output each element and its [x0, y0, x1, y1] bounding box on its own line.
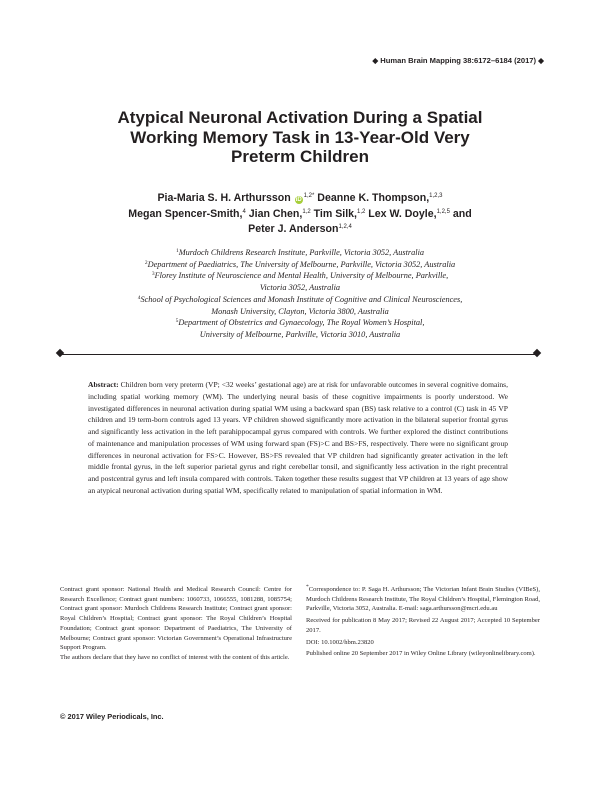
orcid-icon[interactable]: iD	[295, 197, 302, 203]
author-line	[60, 222, 540, 238]
correspondence-text: Correspondence to: P. Saga H. Arthursson; The Victorian Infant Brain Studies (VIBeS), Murdoch Childrens Research Institute, The Royal Children’s Hospital, Flemington Road, Parkville, Victoria 3052, Australia. E-mail: saga.arthursson@mcri.edu.au	[306, 586, 540, 613]
title-line: Atypical Neuronal Activation During a Spatial	[117, 108, 483, 127]
author-list	[60, 191, 540, 238]
abstract-label: Abstract:	[88, 380, 119, 389]
author-affil-sup: 1,2,3	[429, 193, 443, 199]
author-name: Peter J. Anderson	[248, 223, 339, 236]
affiliation	[60, 270, 540, 282]
doi: DOI: 10.1002/hbm.23820	[306, 638, 374, 646]
affiliation-text: Florey Institute of Neuroscience and Mental Health, University of Melbourne, Parkville,	[154, 271, 449, 281]
funding-note: Contract grant sponsor: National Health and Medical Research Council: Centre for Research Excellence; Contract grant numbers: 1060733, 1066555, 1081288, 1085754; Contract grant sponsor: Murdoch Childrens Research Institute; Contract grant sponsor: Royal Children’s Hospital; Contract grant sponsor: The Royal Children’s Hospital Foundation; Contract grant sponsor: Department of Paediatrics, The University of Melbourne; Contract grant sponsor: Victorian Government’s Operational Infrastructure Support Program.	[60, 586, 292, 652]
author-name: Jian Chen,	[245, 207, 303, 220]
published-online: Published online 20 September 2017 in Wiley Online Library (wileyonlinelibrary.com).	[306, 650, 536, 658]
conflict-note: The authors declare that they have no conflict of interest with the content of this article.	[60, 653, 290, 661]
author-affil-sup: 1,2,4	[338, 224, 352, 231]
author-line	[60, 207, 540, 223]
author-affil-sup: 1,2	[357, 208, 366, 215]
affiliation-number: 1	[175, 248, 179, 254]
author-name: Deanne K. Thompson,	[314, 192, 430, 204]
divider-right-diamond-icon	[533, 349, 541, 357]
author-affil-sup: 1,2*	[303, 193, 315, 199]
affiliation	[60, 259, 540, 271]
affiliation-text: School of Psychological Sciences and Monash Institute of Cognitive and Clinical Neurosciences,	[140, 294, 463, 304]
author-name: Pia-Maria S. H. Arthursson	[157, 192, 291, 204]
abstract-text: Children born very preterm (VP; <32 weeks’ gestational age) are at risk for unfavorable outcomes in several cognitive domains, including spatial working memory (WM). The underlying neural basis of these cognitive impairments is poorly understood. We investigated differences in neuronal activation during spatial WM using a backward span (BS) task relative to a control (C) task in 45 VP children and 19 term-born controls aged 13 years. VP children showed significantly more activation in the bilateral superior frontal gyrus and significantly less activation in the left parahippocampal gyrus compared with controls. We further explored the distinct contributions of maintenance and manipulation processes of WM using forward span (FS)>C and BS>FS, respectively. There were no significant group differences in neuronal activation for FS>C. However, BS>FS revealed that VP children had significantly greater activation in the left middle frontal gyrus, in the left superior parietal gyrus and right cerebellar tonsil, and significantly less activation in the right precentral and postcentral gyrus and left insula compared with controls. Taken together these results suggest that VP children at 13 years of age show an atypical neuronal activation during spatial WM, specifically related to manipulation of spatial information in WM.	[88, 380, 508, 495]
correspondence-footnotes	[306, 585, 540, 661]
author-name: Tim Silk,	[310, 207, 357, 220]
article-title	[60, 108, 540, 167]
affiliation: University of Melbourne, Parkville, Victoria 3010, Australia	[199, 329, 401, 339]
author-affil-sup: 4	[242, 208, 246, 215]
author-name: Megan Spencer-Smith,	[128, 207, 243, 220]
funding-footnotes	[60, 585, 292, 663]
publication-dates: Received for publication 8 May 2017; Revised 22 August 2017; Accepted 10 September 2017.	[306, 617, 540, 634]
abstract	[88, 379, 508, 497]
affiliation-text: Department of Paediatrics, The University of Melbourne, Parkville, Victoria 3052, Australia	[147, 259, 456, 269]
correspondence-note	[306, 585, 540, 614]
author-name: Lex W. Doyle,	[365, 207, 437, 220]
affiliation	[60, 294, 540, 306]
correspondence-marker: *	[306, 584, 309, 590]
running-head: ◆ Human Brain Mapping 38:6172–6184 (2017) ◆	[372, 56, 544, 65]
copyright: © 2017 Wiley Periodicals, Inc.	[60, 712, 164, 721]
section-divider	[60, 354, 536, 355]
affiliation: Monash University, Clayton, Victoria 3800, Australia	[211, 306, 389, 316]
affiliation-number: 3	[151, 271, 155, 278]
affiliation: Victoria 3052, Australia	[259, 283, 341, 293]
author-line	[60, 191, 540, 207]
affiliation-text: Department of Obstetrics and Gynaecology, The Royal Women’s Hospital,	[178, 318, 425, 328]
title-line: Working Memory Task in 13-Year-Old Very	[130, 127, 470, 147]
author-conjunction: and	[449, 207, 472, 220]
affiliation	[60, 247, 540, 259]
affiliation-number: 2	[144, 259, 148, 266]
affiliation	[60, 317, 540, 329]
affiliation-number: 4	[137, 294, 141, 301]
author-affil-sup: 1,2,5	[436, 208, 450, 215]
affiliation-number: 5	[175, 318, 179, 325]
divider-left-diamond-icon	[56, 349, 64, 357]
author-affil-sup: 1,2	[302, 208, 311, 215]
title-line: Preterm Children	[231, 147, 369, 166]
affiliation-list	[60, 247, 540, 341]
affiliation-text: Murdoch Childrens Research Institute, Parkville, Victoria 3052, Australia	[178, 248, 425, 257]
